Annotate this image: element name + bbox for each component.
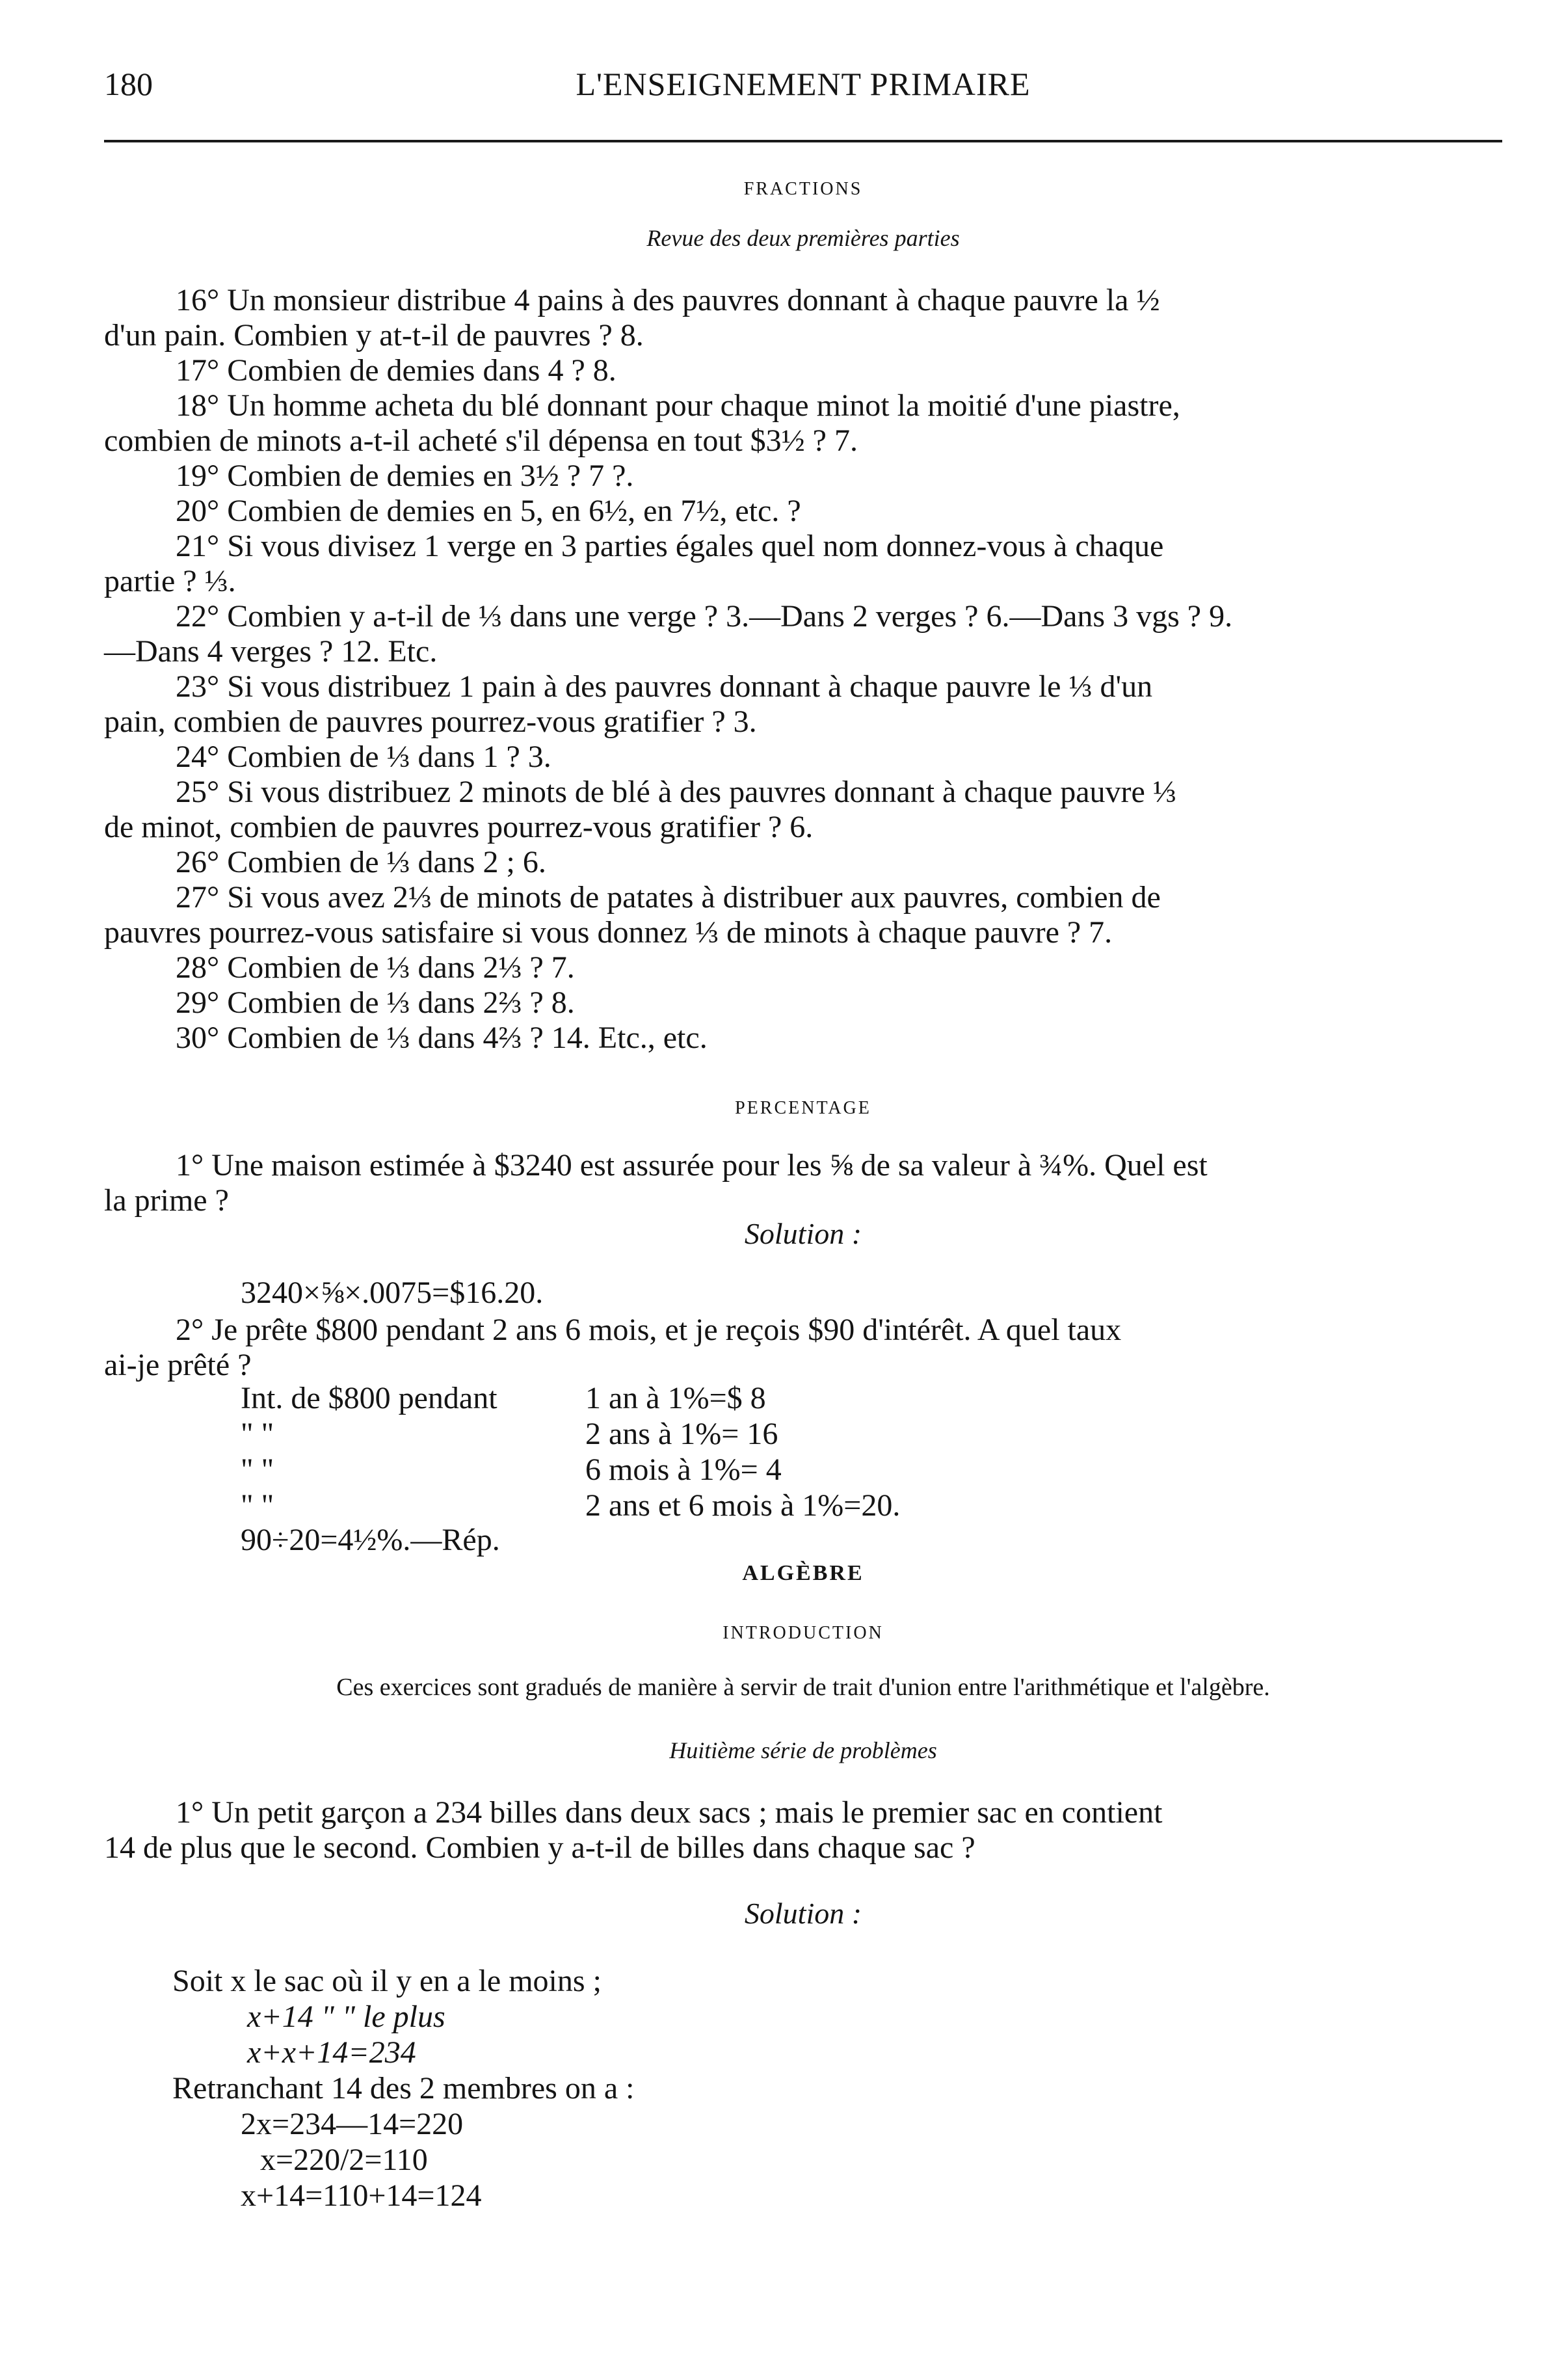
exercise-line: de minot, combien de pauvres pourrez-vous gratifier ? 6.	[104, 810, 814, 844]
page-header	[104, 65, 1502, 111]
exercise-line: 27° Si vous avez 2⅓ de minots de patates à distribuer aux pauvres, combien de	[176, 880, 1161, 915]
exercise-line: 20° Combien de demies en 5, en 6½, en 7½, etc. ?	[176, 494, 801, 528]
table-cell: 2 ans et 6 mois à 1%=20.	[585, 1488, 901, 1523]
solution-calculation: 3240×⅝×.0075=$16.20.	[241, 1276, 544, 1310]
percentage-heading: PERCENTAGE	[735, 1098, 871, 1118]
exercise-line: combien de minots a-t-il acheté s'il dépensa en tout $3½ ? 7.	[104, 423, 858, 458]
solution-step: Soit x le sac où il y en a le moins ;	[172, 1964, 602, 1998]
solution-label: Solution :	[744, 1897, 862, 1930]
solution-step: 2x=234—14=220	[241, 2107, 464, 2141]
exercise-line: 22° Combien y a-t-il de ⅓ dans une verge ? 3.—Dans 2 verges ? 6.—Dans 3 vgs ? 9.	[176, 599, 1233, 634]
introduction-text: Ces exercices sont gradués de manière à servir de trait d'union entre l'arithmétique et l'algèbre.	[336, 1674, 1270, 1701]
exercise-line: 28° Combien de ⅓ dans 2⅓ ? 7.	[176, 950, 575, 985]
problem-line: 2° Je prête $800 pendant 2 ans 6 mois, et je reçois $90 d'intérêt. A quel taux	[176, 1313, 1122, 1347]
exercise-line: 30° Combien de ⅓ dans 4⅔ ? 14. Etc., etc.	[176, 1021, 708, 1055]
exercise-line: 17° Combien de demies dans 4 ? 8.	[176, 353, 616, 388]
header-rule	[104, 140, 1502, 142]
exercise-line: 23° Si vous distribuez 1 pain à des pauvres donnant à chaque pauvre le ⅓ d'un	[176, 669, 1153, 704]
exercise-line: 29° Combien de ⅓ dans 2⅔ ? 8.	[176, 985, 575, 1020]
solution-step: x+14=110+14=124	[241, 2178, 482, 2213]
series-heading: Huitième série de problèmes	[669, 1737, 937, 1763]
introduction-heading: INTRODUCTION	[722, 1623, 884, 1643]
algebra-heading: ALGÈBRE	[742, 1561, 864, 1585]
table-cell: " "	[241, 1488, 274, 1523]
running-title: L'ENSEIGNEMENT PRIMAIRE	[576, 66, 1031, 102]
problem-line: 1° Un petit garçon a 234 billes dans deux sacs ; mais le premier sac en contient	[176, 1795, 1163, 1830]
exercise-line: 25° Si vous distribuez 2 minots de blé à des pauvres donnant à chaque pauvre ⅓	[176, 775, 1176, 809]
algebra-problem-1	[104, 1795, 1502, 1865]
solution-label: Solution :	[744, 1217, 862, 1250]
solution-step: x+14 " " le plus	[247, 1999, 445, 2034]
table-cell: 1 an à 1%=$ 8	[585, 1381, 766, 1415]
exercise-line: 18° Un homme acheta du blé donnant pour chaque minot la moitié d'une piastre,	[176, 388, 1180, 423]
solution-step: Retranchant 14 des 2 membres on a :	[172, 2071, 635, 2106]
problem-line: 1° Une maison estimée à $3240 est assurée pour les ⅝ de sa valeur à ¾%. Quel est	[176, 1148, 1208, 1183]
exercise-line: pain, combien de pauvres pourrez-vous gratifier ? 3.	[104, 704, 757, 739]
percentage-problem-2	[104, 1313, 1502, 1383]
fractions-subheading: Revue des deux premières parties	[646, 225, 960, 251]
problem-line: la prime ?	[104, 1183, 229, 1218]
exercise-line: 19° Combien de demies en 3½ ? 7 ?.	[176, 459, 634, 493]
exercise-line: pauvres pourrez-vous satisfaire si vous donnez ⅓ de minots à chaque pauvre ? 7.	[104, 915, 1113, 950]
exercise-line: partie ? ⅓.	[104, 564, 236, 598]
problem-line: 14 de plus que le second. Combien y a-t-il de billes dans chaque sac ?	[104, 1830, 975, 1865]
table-cell: 6 mois à 1%= 4	[585, 1452, 782, 1487]
fractions-heading: FRACTIONS	[743, 179, 863, 199]
exercise-line: —Dans 4 verges ? 12. Etc.	[104, 634, 438, 669]
exercise-line: 26° Combien de ⅓ dans 2 ; 6.	[176, 845, 546, 879]
problem-line: ai-je prêté ?	[104, 1348, 252, 1382]
solution-step: x+x+14=234	[247, 2035, 416, 2070]
page-number: 180	[104, 66, 153, 102]
exercise-line: d'un pain. Combien y at-t-il de pauvres ? 8.	[104, 318, 644, 353]
table-cell: Int. de $800 pendant	[241, 1381, 497, 1415]
exercise-line: 24° Combien de ⅓ dans 1 ? 3.	[176, 740, 551, 774]
solution-step: x=220/2=110	[260, 2143, 428, 2177]
fractions-exercises	[104, 283, 1502, 1056]
answer-line: 90÷20=4½%.—Rép.	[241, 1523, 500, 1557]
exercise-line: 16° Un monsieur distribue 4 pains à des pauvres donnant à chaque pauvre la ½	[176, 283, 1160, 317]
table-cell: 2 ans à 1%= 16	[585, 1417, 778, 1451]
table-cell: " "	[241, 1417, 274, 1451]
percentage-problem-1	[104, 1148, 1502, 1218]
table-cell: " "	[241, 1452, 274, 1487]
exercise-line: 21° Si vous divisez 1 verge en 3 parties égales quel nom donnez-vous à chaque	[176, 529, 1164, 563]
